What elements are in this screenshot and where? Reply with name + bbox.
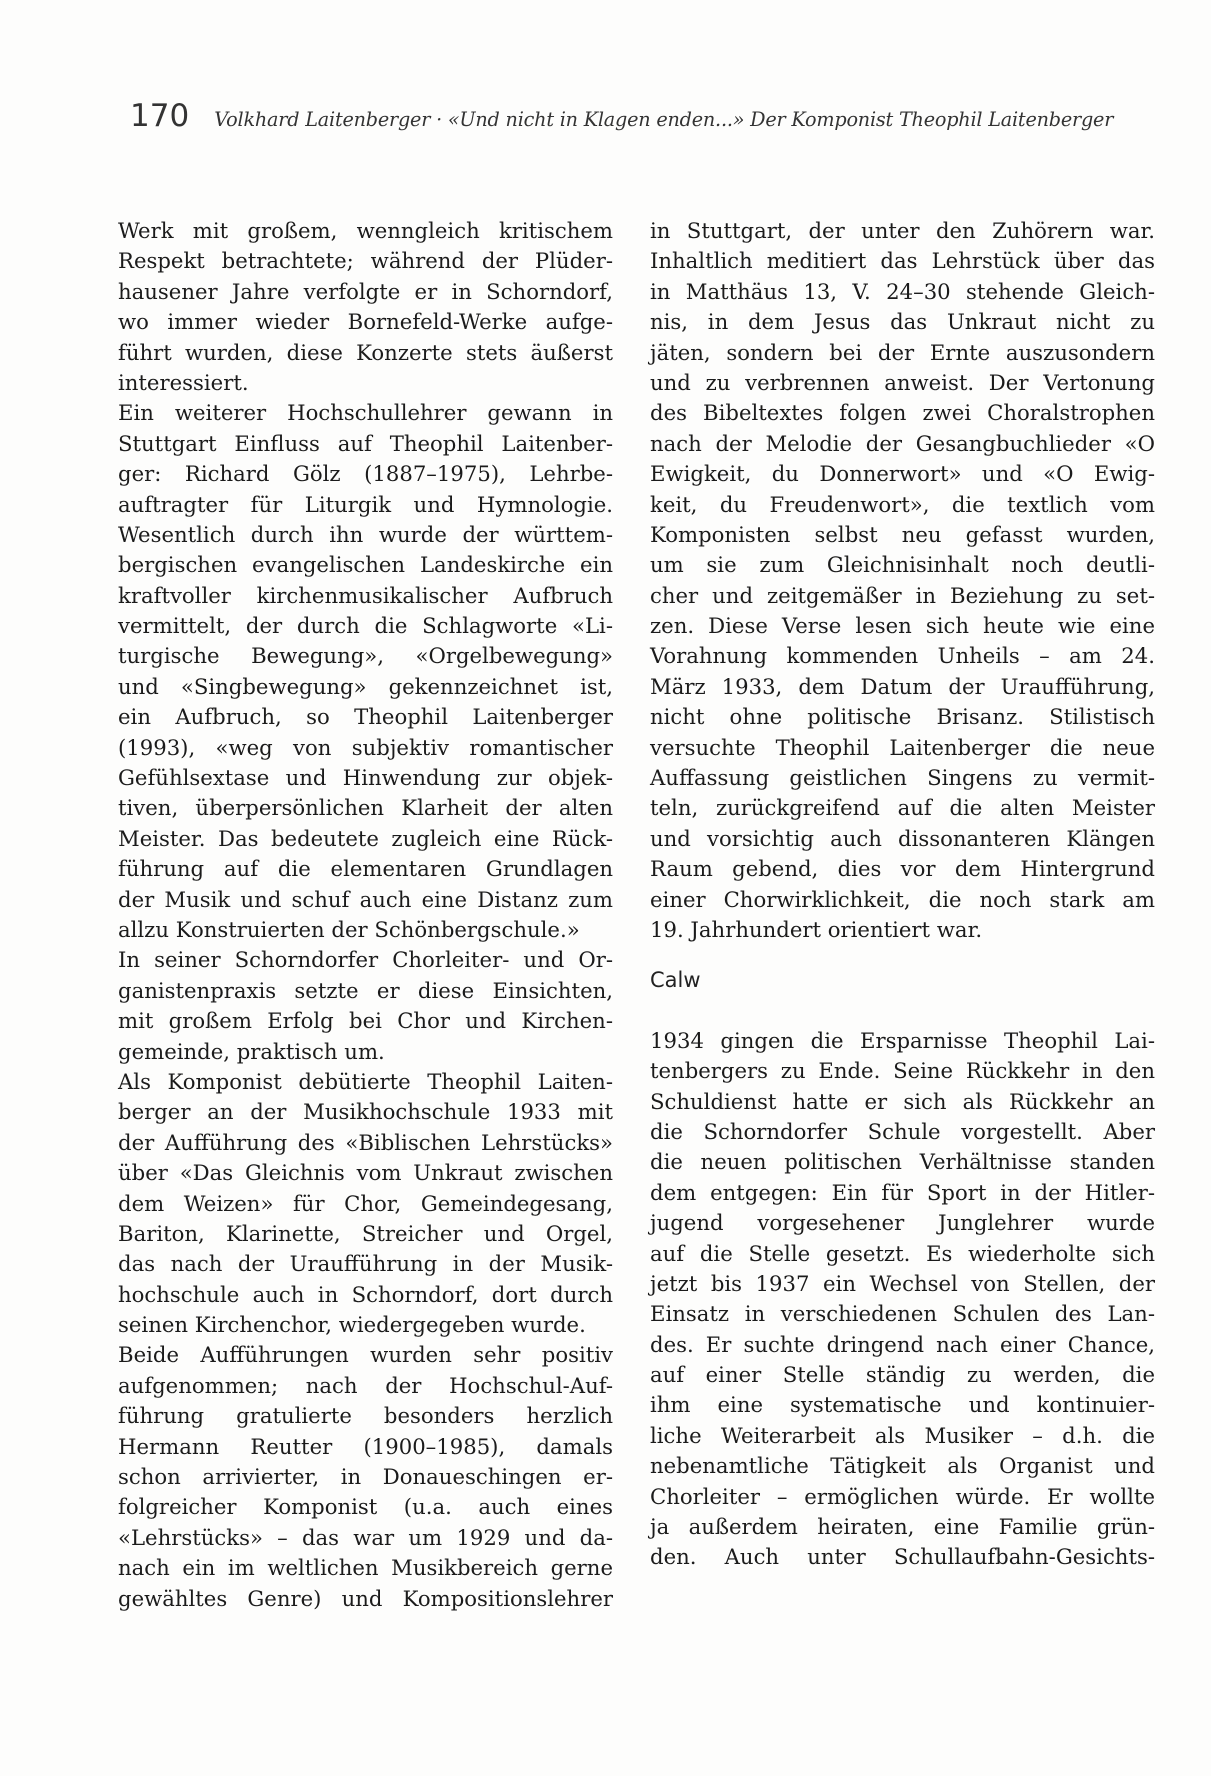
text-line: das nach der Uraufführung in der Musik-: [118, 1251, 613, 1277]
text-line: «Lehrstücks» – das war um 1929 und da-: [118, 1524, 613, 1550]
text-line: Auffassung geistlichen Singens zu vermit-: [650, 765, 1155, 791]
text-line: und «Singbewegung» gekennzeichnet ist,: [118, 673, 613, 699]
text-line: des Bibeltextes folgen zwei Choralstrophen: [650, 400, 1155, 426]
text-line: tenbergers zu Ende. Seine Rückkehr in den: [650, 1058, 1155, 1084]
text-line: jugend vorgesehener Junglehrer wurde: [650, 1210, 1155, 1236]
left-column: [118, 216, 613, 1614]
text-line: berger an der Musikhochschule 1933 mit: [118, 1099, 613, 1125]
text-line: ganistenpraxis setzte er diese Einsichten,: [118, 977, 613, 1003]
text-line: führt wurden, diese Konzerte stets äußerst: [118, 339, 613, 365]
text-line: ein Aufbruch, so Theophil Laitenberger: [118, 704, 613, 730]
page-header: [130, 98, 1140, 134]
text-line: die neuen politischen Verhältnisse standen: [650, 1149, 1155, 1175]
text-line: folgreicher Komponist (u.a. auch eines: [118, 1494, 613, 1520]
text-line: seinen Kirchenchor, wiedergegeben wurde.: [118, 1312, 586, 1338]
text-line: allzu Konstruierten der Schönbergschule.»: [118, 916, 580, 942]
text-line: interessiert.: [118, 369, 249, 395]
text-line: gewähltes Genre) und Kompositionslehrer: [118, 1585, 613, 1611]
running-head: Volkhard Laitenberger · «Und nicht in Klagen enden...» Der Komponist Theophil Laitenberger: [214, 108, 1114, 131]
text-line: die Schorndorfer Schule vorgestellt. Aber: [650, 1118, 1155, 1144]
text-line: und zu verbrennen anweist. Der Vertonung: [650, 369, 1155, 395]
text-line: nis, in dem Jesus das Unkraut nicht zu: [650, 309, 1155, 335]
text-line: dem entgegen: Ein für Sport in der Hitler-: [650, 1179, 1155, 1205]
text-line: hausener Jahre verfolgte er in Schorndorf,: [118, 278, 613, 304]
text-line: der Aufführung des «Biblischen Lehrstücks»: [118, 1129, 613, 1155]
text-line: zen. Diese Verse lesen sich heute wie eine: [650, 613, 1155, 639]
text-line: nach der Melodie der Gesangbuchlieder «O: [650, 430, 1155, 456]
text-line: Hermann Reutter (1900–1985), damals: [118, 1433, 613, 1459]
text-line: Ein weiterer Hochschullehrer gewann in: [118, 400, 613, 426]
text-line: gemeinde, praktisch um.: [118, 1038, 385, 1064]
text-line: keit, du Freudenwort», die textlich vom: [650, 491, 1155, 517]
text-line: turgische Bewegung», «Orgelbewegung»: [118, 643, 613, 669]
text-line: nebenamtliche Tätigkeit als Organist und: [650, 1453, 1155, 1479]
text-line: Gefühlsextase und Hinwendung zur objek-: [118, 765, 613, 791]
text-line: jäten, sondern bei der Ernte auszusondern: [650, 339, 1155, 365]
text-line: auf die Stelle gesetzt. Es wiederholte sich: [650, 1240, 1155, 1266]
text-line: Stuttgart Einfluss auf Theophil Laitenber-: [118, 430, 613, 456]
text-line: Als Komponist debütierte Theophil Laiten-: [118, 1068, 613, 1094]
text-line: Wesentlich durch ihn wurde der württem-: [118, 521, 613, 547]
text-line: kraftvoller kirchenmusikalischer Aufbruch: [118, 582, 613, 608]
text-line: den. Auch unter Schullaufbahn-Gesichts-: [650, 1544, 1155, 1570]
text-line: cher und zeitgemäßer in Beziehung zu set-: [650, 582, 1155, 608]
text-line: ger: Richard Gölz (1887–1975), Lehrbe-: [118, 461, 613, 487]
text-line: der Musik und schuf auch eine Distanz zum: [118, 886, 613, 912]
text-line: einer Chorwirklichkeit, die noch stark am: [650, 886, 1155, 912]
text-line: aufgenommen; nach der Hochschul-Auf-: [118, 1372, 613, 1398]
text-line: Respekt betrachtete; während der Plüder-: [118, 248, 613, 274]
section-heading: Calw: [650, 968, 701, 993]
text-line: führung auf die elementaren Grundlagen: [118, 856, 613, 882]
text-line: März 1933, dem Datum der Uraufführung,: [650, 673, 1155, 699]
text-line: vermittelt, der durch die Schlagworte «Li-: [118, 613, 613, 639]
text-line: führung gratulierte besonders herzlich: [118, 1403, 613, 1429]
text-line: teln, zurückgreifend auf die alten Meister: [650, 795, 1155, 821]
text-line: 1934 gingen die Ersparnisse Theophil Lai-: [650, 1027, 1155, 1053]
text-line: wo immer wieder Bornefeld-Werke aufge-: [118, 309, 613, 335]
text-line: bergischen evangelischen Landeskirche ein: [118, 552, 613, 578]
text-line: auftragter für Liturgik und Hymnologie.: [118, 491, 613, 517]
text-line: Werk mit großem, wenngleich kritischem: [118, 218, 613, 243]
text-line: in Stuttgart, der unter den Zuhörern war.: [650, 218, 1155, 243]
right-column-bottom: [650, 1026, 1155, 1573]
text-line: jetzt bis 1937 ein Wechsel von Stellen, der: [650, 1270, 1155, 1296]
text-line: dem Weizen» für Chor, Gemeindegesang,: [118, 1190, 613, 1216]
text-line: und vorsichtig auch dissonanteren Klängen: [650, 825, 1155, 851]
text-line: In seiner Schorndorfer Chorleiter- und Or-: [118, 947, 613, 973]
text-line: über «Das Gleichnis vom Unkraut zwischen: [118, 1160, 613, 1186]
text-line: Raum gebend, dies vor dem Hintergrund: [650, 856, 1155, 882]
text-line: Komponisten selbst neu gefasst wurden,: [650, 521, 1155, 547]
text-line: auf einer Stelle ständig zu werden, die: [650, 1362, 1155, 1388]
text-line: tiven, überpersönlichen Klarheit der alten: [118, 795, 613, 821]
text-line: Inhaltlich meditiert das Lehrstück über das: [650, 248, 1155, 274]
text-line: schon arrivierter, in Donaueschingen er-: [118, 1464, 613, 1490]
text-line: Ewigkeit, du Donnerwort» und «O Ewig-: [650, 461, 1155, 487]
right-column-top: [650, 216, 1155, 945]
text-line: mit großem Erfolg bei Chor und Kirchen-: [118, 1008, 613, 1034]
text-line: in Matthäus 13, V. 24–30 stehende Gleich-: [650, 278, 1155, 304]
text-line: versuchte Theophil Laitenberger die neue: [650, 734, 1155, 760]
text-line: Schuldienst hatte er sich als Rückkehr an: [650, 1088, 1155, 1114]
page-number: 170: [130, 98, 190, 134]
text-line: nach ein im weltlichen Musikbereich gerne: [118, 1555, 613, 1581]
text-line: ihm eine systematische und kontinuier-: [650, 1392, 1155, 1418]
text-line: Bariton, Klarinette, Streicher und Orgel,: [118, 1220, 613, 1246]
text-line: (1993), «weg von subjektiv romantischer: [118, 734, 613, 760]
text-line: hochschule auch in Schorndorf, dort durch: [118, 1281, 613, 1307]
text-line: nicht ohne politische Brisanz. Stilistisch: [650, 704, 1155, 730]
text-line: liche Weiterarbeit als Musiker – d.h. die: [650, 1422, 1155, 1448]
text-line: um sie zum Gleichnisinhalt noch deutli-: [650, 552, 1155, 578]
text-line: Chorleiter – ermöglichen würde. Er wollte: [650, 1483, 1155, 1509]
text-line: Einsatz in verschiedenen Schulen des Lan-: [650, 1301, 1155, 1327]
right-column: [650, 216, 1155, 1573]
text-line: Meister. Das bedeutete zugleich eine Rück-: [118, 825, 613, 851]
text-line: ja außerdem heiraten, eine Familie grün-: [650, 1514, 1155, 1540]
text-line: Vorahnung kommenden Unheils – am 24.: [650, 643, 1155, 669]
text-line: des. Er suchte dringend nach einer Chance,: [650, 1331, 1155, 1357]
text-line: 19. Jahrhundert orientiert war.: [650, 916, 983, 942]
text-line: Beide Aufführungen wurden sehr positiv: [118, 1342, 613, 1368]
